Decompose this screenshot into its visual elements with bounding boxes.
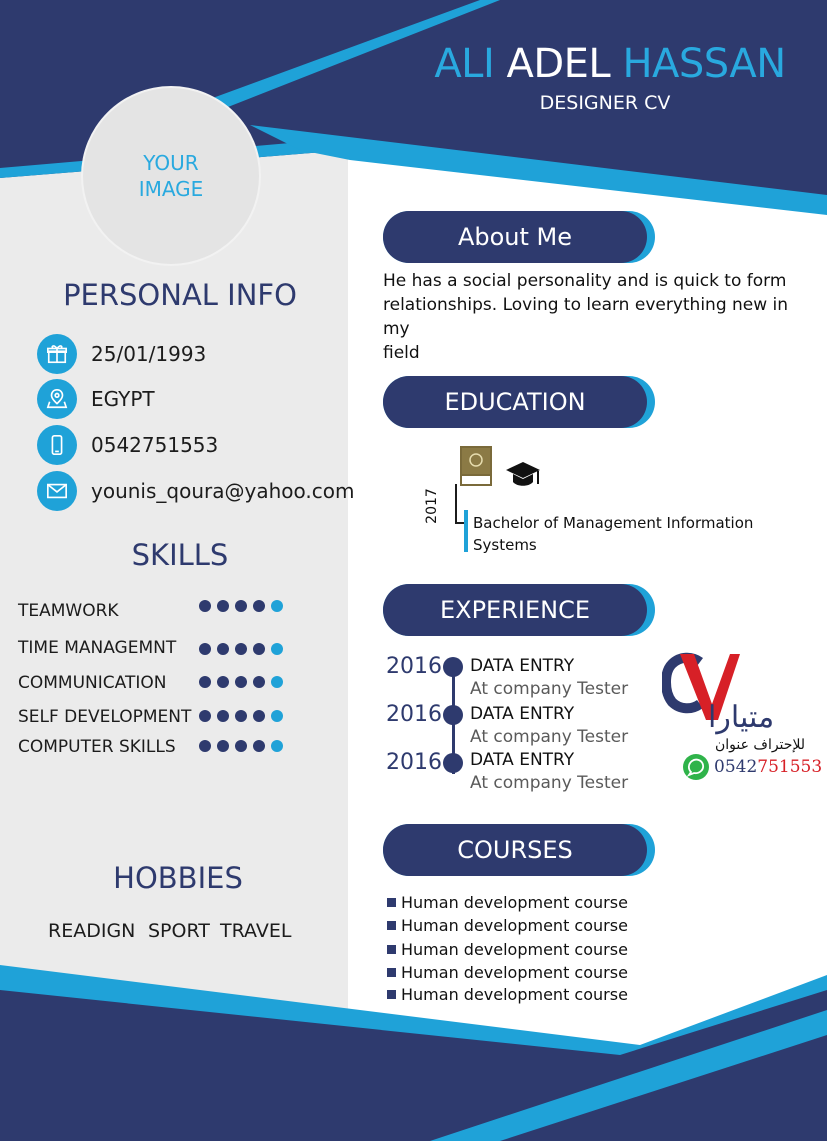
rating-dot bbox=[271, 600, 283, 612]
about-title: About Me bbox=[383, 211, 647, 263]
about-section-header bbox=[383, 211, 655, 263]
mail-icon bbox=[37, 471, 77, 511]
name-last: HASSAN bbox=[622, 41, 786, 87]
rating-dot bbox=[199, 600, 211, 612]
rating-dot bbox=[235, 740, 247, 752]
personal-info-title: PERSONAL INFO bbox=[63, 278, 297, 312]
education-section-header bbox=[383, 376, 655, 428]
degree-line: Systems bbox=[473, 536, 537, 554]
experience-year: 2016 bbox=[386, 702, 442, 727]
hobby-item: TRAVEL bbox=[220, 920, 292, 942]
experience-job-title: DATA ENTRY bbox=[470, 656, 575, 676]
watermark-phone bbox=[714, 757, 822, 777]
name-first: ALI bbox=[434, 41, 495, 87]
rating-dot bbox=[235, 643, 247, 655]
hobby-item: SPORT bbox=[148, 920, 210, 942]
candidate-name bbox=[420, 41, 800, 87]
education-accent-bar bbox=[464, 510, 468, 552]
about-line: relationships. Loving to learn everything new in my bbox=[383, 295, 789, 339]
info-row-country bbox=[37, 379, 155, 419]
course-item bbox=[387, 985, 628, 1004]
info-row-phone bbox=[37, 425, 218, 465]
rating-dot bbox=[253, 710, 265, 722]
skill-rating bbox=[199, 600, 283, 612]
birthdate-text: 25/01/1993 bbox=[91, 342, 207, 366]
watermark-brand: متيارا bbox=[708, 700, 775, 735]
skill-name: COMMUNICATION bbox=[18, 673, 167, 693]
skills-title: SKILLS bbox=[131, 538, 229, 572]
experience-section-header bbox=[383, 584, 655, 636]
gift-icon bbox=[37, 334, 77, 374]
watermark-tagline: للإحتراف عنوان bbox=[715, 737, 806, 753]
bullet-square bbox=[387, 945, 396, 954]
rating-dot bbox=[199, 643, 211, 655]
education-title: EDUCATION bbox=[383, 376, 647, 428]
hobbies-title: HOBBIES bbox=[113, 861, 243, 895]
rating-dot bbox=[271, 676, 283, 688]
bullet-square bbox=[387, 990, 396, 999]
about-line: He has a social personality and is quick to form bbox=[383, 271, 787, 291]
experience-company: At company Tester bbox=[470, 727, 629, 747]
experience-company: At company Tester bbox=[470, 679, 629, 699]
rating-dot bbox=[235, 710, 247, 722]
rating-dot bbox=[253, 600, 265, 612]
rating-dot bbox=[271, 643, 283, 655]
graduation-cap-icon bbox=[504, 460, 542, 496]
experience-title: EXPERIENCE bbox=[383, 584, 647, 636]
experience-year: 2016 bbox=[386, 750, 442, 775]
experience-year: 2016 bbox=[386, 654, 442, 679]
university-logo-icon bbox=[460, 446, 492, 486]
experience-job-title: DATA ENTRY bbox=[470, 750, 575, 770]
skill-rating bbox=[199, 710, 283, 722]
rating-dot bbox=[235, 676, 247, 688]
rating-dot bbox=[199, 676, 211, 688]
course-text: Human development course bbox=[401, 963, 628, 982]
skill-rating bbox=[199, 740, 283, 752]
skill-name: TEAMWORK bbox=[18, 601, 119, 621]
course-item bbox=[387, 916, 628, 935]
email-text: younis_qoura@yahoo.com bbox=[91, 479, 355, 503]
photo-text-line1: YOUR bbox=[143, 151, 199, 175]
course-text: Human development course bbox=[401, 940, 628, 959]
photo-text-line2: IMAGE bbox=[138, 177, 204, 201]
education-year: 2017 bbox=[424, 488, 440, 524]
rating-dot bbox=[253, 643, 265, 655]
education-degree bbox=[473, 512, 793, 556]
experience-company: At company Tester bbox=[470, 773, 629, 793]
map-pin-icon bbox=[37, 379, 77, 419]
profile-photo-placeholder bbox=[83, 88, 259, 264]
courses-title: COURSES bbox=[383, 824, 647, 876]
bullet-square bbox=[387, 898, 396, 907]
phone-text: 0542751553 bbox=[91, 433, 219, 457]
rating-dot bbox=[217, 740, 229, 752]
skill-name: TIME MANAGEMNT bbox=[18, 638, 177, 658]
bullet-square bbox=[387, 968, 396, 977]
course-item bbox=[387, 963, 628, 982]
rating-dot bbox=[217, 676, 229, 688]
course-text: Human development course bbox=[401, 916, 628, 935]
course-text: Human development course bbox=[401, 985, 628, 1004]
about-line: field bbox=[383, 343, 420, 363]
skill-name: COMPUTER SKILLS bbox=[18, 737, 176, 757]
course-item bbox=[387, 893, 628, 912]
rating-dot bbox=[199, 740, 211, 752]
name-middle: ADEL bbox=[506, 41, 611, 87]
course-item bbox=[387, 940, 628, 959]
skill-rating bbox=[199, 643, 283, 655]
watermark-phone-part: 751553 bbox=[757, 757, 823, 777]
hobby-item: READIGN bbox=[48, 920, 136, 942]
about-text bbox=[383, 269, 815, 365]
experience-job-title: DATA ENTRY bbox=[470, 704, 575, 724]
rating-dot bbox=[217, 600, 229, 612]
courses-section-header bbox=[383, 824, 655, 876]
info-row-birthdate bbox=[37, 334, 206, 374]
skill-name: SELF DEVELOPMENT bbox=[18, 707, 192, 727]
skill-rating bbox=[199, 676, 283, 688]
rating-dot bbox=[199, 710, 211, 722]
rating-dot bbox=[235, 600, 247, 612]
timeline-dot bbox=[443, 705, 463, 725]
course-text: Human development course bbox=[401, 893, 628, 912]
watermark-phone-part: 0542 bbox=[714, 757, 758, 777]
rating-dot bbox=[217, 710, 229, 722]
info-row-email bbox=[37, 471, 354, 511]
whatsapp-icon bbox=[683, 754, 709, 780]
country-text: EGYPT bbox=[91, 387, 155, 411]
bullet-square bbox=[387, 921, 396, 930]
rating-dot bbox=[217, 643, 229, 655]
rating-dot bbox=[271, 740, 283, 752]
job-subtitle: DESIGNER CV bbox=[539, 92, 671, 114]
timeline-dot bbox=[443, 753, 463, 773]
education-connector bbox=[455, 484, 457, 524]
timeline-dot bbox=[443, 657, 463, 677]
rating-dot bbox=[253, 740, 265, 752]
rating-dot bbox=[271, 710, 283, 722]
rating-dot bbox=[253, 676, 265, 688]
phone-icon bbox=[37, 425, 77, 465]
degree-line: Bachelor of Management Information bbox=[473, 514, 754, 532]
